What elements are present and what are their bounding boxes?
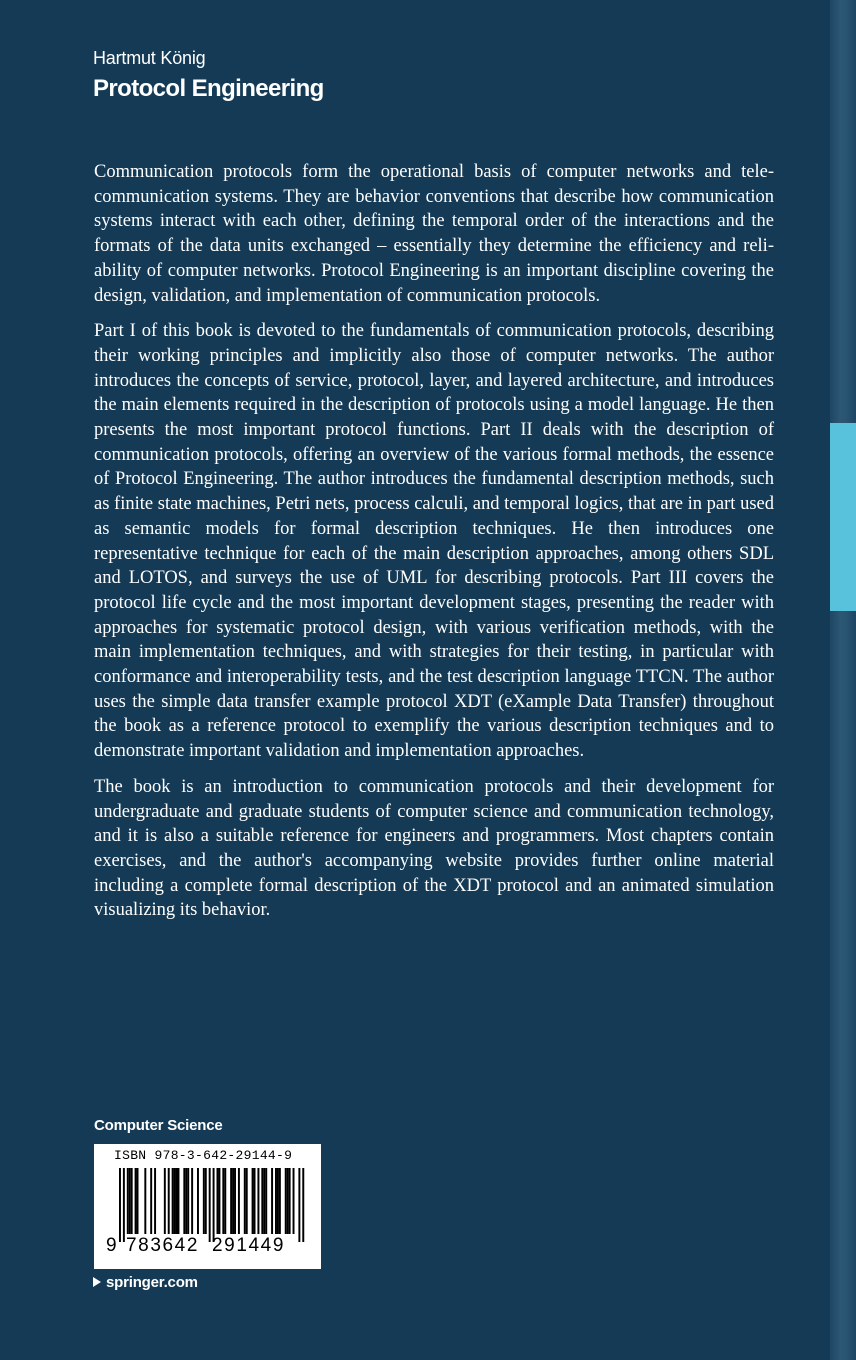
barcode-bar: [129, 1168, 131, 1234]
barcode-bar: [174, 1168, 176, 1234]
barcode-bar: [261, 1168, 263, 1234]
barcode-bar: [275, 1168, 277, 1234]
barcode-bar: [137, 1168, 139, 1234]
barcode-left-digits: 783642: [126, 1235, 200, 1256]
barcode-bar: [252, 1168, 254, 1234]
blurb-paragraph-1: Communication protocols form the operational basis of computer networks and telecommunication systems. They are behavior conventions that describe how communication systems interact with each other, defining the temporal order of the interactions and the formats of the data units exchanged – essentially they determine the efficiency and reliability of computer networks. Protocol Engineering is an important discipline covering the design, validation, and implementation of communication protocols.: [94, 162, 774, 306]
barcode-bar: [289, 1168, 291, 1234]
barcode-bar: [187, 1168, 189, 1234]
barcode-bar: [135, 1168, 137, 1234]
barcode-bar: [176, 1168, 178, 1234]
isbn-label: ISBN 978-3-642-29144-9: [114, 1148, 293, 1163]
arrow-right-icon: [93, 1277, 101, 1287]
barcode-bar: [265, 1168, 267, 1234]
barcode-bar: [172, 1168, 174, 1234]
barcode-bar: [222, 1168, 224, 1234]
spine-color-tab: [830, 423, 856, 611]
barcode-bar: [246, 1168, 248, 1234]
spine-edge: [830, 0, 856, 1360]
barcode-bars: [104, 1168, 311, 1244]
barcode-bar: [217, 1168, 219, 1234]
barcode-bar: [263, 1168, 265, 1234]
author-name: Hartmut König: [93, 48, 206, 68]
back-cover-blurb: [94, 160, 774, 934]
barcode-right-digits: 291449: [212, 1235, 286, 1256]
barcode-bar: [197, 1168, 199, 1234]
barcode-bar: [257, 1168, 259, 1234]
barcode-bar: [127, 1168, 129, 1234]
barcode-bar: [271, 1168, 273, 1234]
barcode-bar: [205, 1168, 207, 1234]
barcode-bar: [238, 1168, 240, 1234]
barcode-bar: [244, 1168, 246, 1234]
barcode-bar: [230, 1168, 232, 1234]
barcode-bar: [123, 1168, 125, 1242]
barcode-bar: [203, 1168, 205, 1234]
barcode-bar: [150, 1168, 152, 1234]
isbn-barcode: [94, 1144, 321, 1269]
barcode-bar: [191, 1168, 193, 1234]
subject-category: Computer Science: [94, 1117, 223, 1134]
barcode-bar: [213, 1168, 215, 1242]
barcode-bar: [298, 1168, 300, 1242]
barcode-bar: [232, 1168, 234, 1234]
barcode-bar: [302, 1168, 304, 1242]
blurb-paragraph-2: Part I of this book is devoted to the fundamentals of communication protocols, describing their working principles and implicitly also those of computer networks. The author introduces the concepts of service, protocol, layer, and layered architecture, and introduces the main elements required in the description of protocols using a model language. He then presents the most important protocol functions. Part II deals with the description of communication protocols, offering an overview of the various formal methods, the essence of Protocol Engineering. The author introduces the fundamental description methods, such as finite state machines, Petri nets, process calculi, and temporal logics, that are in part used as semantic models for formal description techniques. He then introduces one representative technique for each of the main description approaches, among others SDL and LOTOS, and surveys the use of UML for describing protocols. Part III covers the protocol life cycle and the most important development stages, presenting the reader with approaches for systematic protocol design, with various verification methods, with the main implementation techniques, and with strategies for their testing, in particular with conformance and interoperability tests, and the test description language TTCN. The author uses the simple data transfer example protocol XDT (eXample Data Transfer) throughout the book as a reference protocol to exemplify the various description techniques and to demonstrate important validation and implementation approaches.: [94, 321, 774, 762]
publisher-link[interactable]: [93, 1274, 198, 1291]
barcode-bar: [218, 1168, 220, 1234]
barcode-bar: [178, 1168, 180, 1234]
barcode-bar: [209, 1168, 211, 1242]
barcode-bar: [287, 1168, 289, 1234]
barcode-bar: [285, 1168, 287, 1234]
barcode-bar: [224, 1168, 226, 1234]
barcode-bar: [254, 1168, 256, 1234]
book-title: Protocol Engineering: [93, 75, 324, 102]
blurb-paragraph-3: The book is an introduction to communication protocols and their development for undergraduate and graduate students of computer science and communication technology, and it is also a suitable reference for engineers and programmers. Most chapters contain exercises, and the author's accompanying website provides further online material including a complete formal description of the XDT protocol and an animated simulation visualizing its behavior.: [94, 776, 774, 921]
barcode-bar: [154, 1168, 156, 1234]
barcode-bar: [277, 1168, 279, 1234]
barcode-bar: [234, 1168, 236, 1234]
publisher-link-text: springer.com: [106, 1274, 198, 1291]
barcode-bar: [144, 1168, 146, 1234]
barcode-bar: [164, 1168, 166, 1234]
barcode-bar: [185, 1168, 187, 1234]
barcode-bar: [183, 1168, 185, 1234]
barcode-bar: [131, 1168, 133, 1234]
barcode-bar: [168, 1168, 170, 1234]
barcode-bar: [293, 1168, 295, 1234]
barcode-bar: [279, 1168, 281, 1234]
barcode-first-digit: 9: [106, 1235, 117, 1256]
barcode-bar: [119, 1168, 121, 1242]
